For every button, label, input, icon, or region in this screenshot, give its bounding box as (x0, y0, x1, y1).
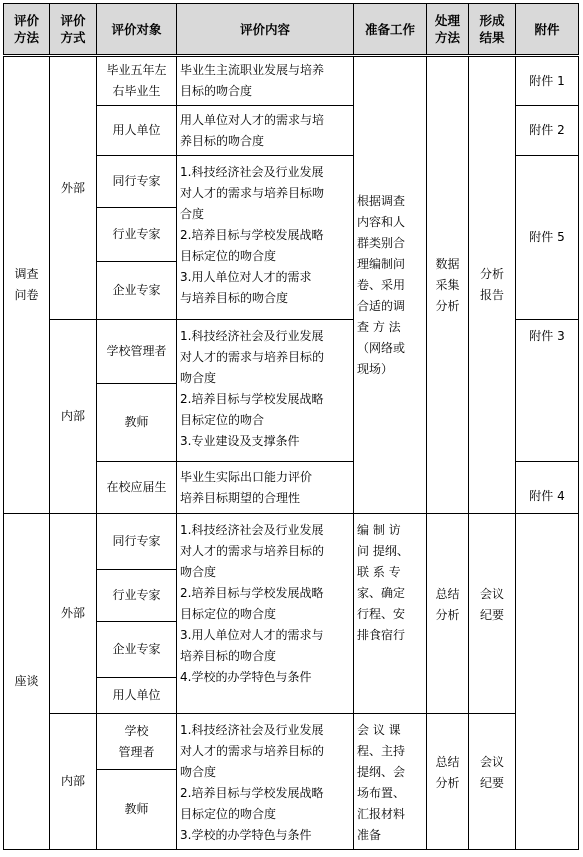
header-result-line-2: 结果 (479, 30, 505, 45)
survey-object-student: 在校应届生 (97, 462, 177, 514)
meeting-object-admin-line-2: 管理者 (118, 744, 155, 759)
header-result-line-1: 形成 (479, 13, 505, 28)
survey-content-experts-line-2: 对人才的需求与培养目标吻 (180, 186, 325, 200)
table-row (4, 56, 579, 106)
meeting-object-teacher: 教师 (97, 770, 177, 850)
survey-prep-line-5: 卷、采用 (357, 277, 406, 292)
survey-process-cell (427, 56, 469, 514)
survey-content-internal-line-1: 1.科技经济社会及行业发展 (180, 329, 324, 343)
survey-content-grad5-line-1: 毕业生主流职业发展与培养 (180, 63, 325, 77)
survey-content-experts-line-7: 与培养目标的吻合度 (180, 291, 289, 305)
survey-internal-cell: 内部 (50, 320, 97, 514)
meeting-prep-external-line-3: 联 系 专 (357, 565, 401, 579)
survey-content-internal-line-4: 2.培养目标与学校发展战略 (180, 392, 324, 406)
meeting-process-external-line-1: 总结 (435, 587, 460, 601)
header-method-line-1: 评价 (13, 13, 39, 28)
meeting-content-internal-line-2: 对人才的需求与培养目标的 (180, 744, 325, 758)
survey-content-employer-line-2: 养目标的吻合度 (180, 133, 265, 148)
survey-external-cell: 外部 (50, 56, 97, 320)
meeting-external-cell: 外部 (50, 514, 97, 714)
header-method (4, 4, 50, 56)
survey-content-experts-line-3: 合度 (180, 207, 205, 221)
survey-object-admin: 学校管理者 (97, 320, 177, 384)
survey-attachment-3: 附件 3 (516, 320, 579, 462)
meeting-content-external-line-1: 1.科技经济社会及行业发展 (180, 523, 324, 537)
meeting-prep-external-line-5: 行程、安 (357, 607, 406, 621)
meeting-process-external (427, 514, 469, 714)
survey-content-employer-line-1: 用人单位对人才的需求与培 (180, 112, 325, 127)
header-attachment: 附件 (516, 4, 579, 56)
survey-prep-line-4: 理编制问 (357, 256, 406, 271)
meeting-content-internal-line-3: 吻合度 (180, 765, 217, 779)
survey-result-line-2: 报告 (479, 288, 504, 302)
survey-object-peer: 同行专家 (97, 156, 177, 208)
survey-prep-line-2: 内容和人 (357, 214, 406, 229)
survey-object-industry: 行业专家 (97, 208, 177, 262)
meeting-result-external-line-1: 会议 (479, 587, 504, 601)
meeting-result-internal (469, 714, 516, 850)
meeting-prep-external (354, 514, 427, 714)
meeting-process-internal-line-2: 分析 (435, 776, 460, 790)
meeting-object-employer: 用人单位 (97, 678, 177, 714)
meeting-attachment-empty (516, 514, 579, 850)
survey-content-experts (177, 156, 354, 320)
header-process-line-2: 方法 (434, 30, 460, 45)
meeting-object-admin (97, 714, 177, 770)
survey-object-enterprise: 企业专家 (97, 262, 177, 320)
survey-object-grad5 (97, 56, 177, 106)
meeting-prep-internal-line-3: 提纲、会 (357, 765, 406, 779)
meeting-prep-internal-line-6: 准备 (357, 828, 382, 842)
survey-prep-cell (354, 56, 427, 514)
survey-content-grad5-line-2: 目标的吻合度 (180, 84, 253, 98)
survey-content-internal-line-2: 对人才的需求与培养目标的 (180, 350, 325, 364)
meeting-result-internal-line-1: 会议 (479, 755, 504, 769)
survey-object-grad5-line-1: 毕业五年左 (106, 63, 167, 77)
meeting-content-external-line-4: 2.培养目标与学校发展战略 (180, 586, 324, 600)
meeting-prep-internal-line-1: 会 议 课 (357, 723, 401, 737)
table-row (4, 514, 579, 570)
survey-object-teacher: 教师 (97, 384, 177, 462)
survey-content-experts-line-4: 2.培养目标与学校发展战略 (180, 228, 324, 242)
meeting-prep-external-line-2: 问 提纲、 (357, 544, 409, 558)
meeting-content-internal-line-5: 目标定位的吻合度 (180, 807, 277, 821)
survey-prep-line-3: 群类别合 (357, 235, 406, 250)
survey-content-internal-line-3: 吻合度 (180, 371, 217, 385)
survey-content-internal (177, 320, 354, 462)
meeting-prep-internal-line-4: 场布置、 (357, 786, 406, 800)
meeting-content-external-line-3: 吻合度 (180, 565, 217, 579)
header-row (4, 4, 579, 56)
header-content: 评价内容 (177, 4, 354, 56)
survey-result-cell (469, 56, 516, 514)
meeting-content-external (177, 514, 354, 714)
survey-method-line-2: 问卷 (14, 288, 39, 302)
meeting-result-external (469, 514, 516, 714)
header-prep: 准备工作 (354, 4, 427, 56)
meeting-content-external-line-2: 对人才的需求与培养目标的 (180, 544, 325, 558)
meeting-object-admin-line-1: 学校 (124, 723, 149, 738)
survey-content-experts-line-1: 1.科技经济社会及行业发展 (180, 165, 324, 179)
header-mode-line-1: 评价 (60, 13, 86, 28)
survey-prep-line-7: 查 方 法 (357, 319, 401, 334)
header-mode (50, 4, 97, 56)
meeting-content-internal-line-4: 2.培养目标与学校发展战略 (180, 786, 324, 800)
meeting-process-internal-line-1: 总结 (435, 755, 460, 769)
meeting-method-cell: 座谈 (4, 514, 50, 850)
meeting-content-external-line-7: 培养目标的吻合度 (180, 649, 277, 663)
survey-object-employer: 用人单位 (97, 106, 177, 156)
survey-content-experts-line-6: 3.用人单位对人才的需求 (180, 270, 312, 284)
meeting-content-external-line-6: 3.用人单位对人才的需求与 (180, 628, 324, 642)
meeting-prep-internal-line-2: 程、主持 (357, 744, 406, 758)
survey-attachment-4: 附件 4 (516, 462, 579, 514)
meeting-process-internal (427, 714, 469, 850)
evaluation-table (3, 3, 579, 850)
meeting-prep-external-line-6: 排食宿行 (357, 628, 406, 642)
meeting-prep-internal (354, 714, 427, 850)
meeting-internal-cell: 内部 (50, 714, 97, 850)
survey-content-experts-line-5: 目标定位的吻合度 (180, 249, 277, 263)
header-process (427, 4, 469, 56)
survey-object-grad5-line-2: 右毕业生 (112, 84, 161, 98)
survey-content-student-line-2: 培养目标期望的合理性 (180, 490, 301, 505)
survey-prep-line-1: 根据调查 (357, 193, 406, 208)
survey-content-student (177, 462, 354, 514)
survey-process-line-3: 分析 (435, 298, 460, 313)
survey-process-line-2: 采集 (435, 277, 460, 292)
meeting-prep-external-line-4: 家、确定 (357, 586, 406, 600)
survey-content-internal-line-5: 目标定位的吻合 (180, 413, 265, 427)
meeting-content-external-line-8: 4.学校的办学特色与条件 (180, 670, 312, 684)
survey-process-line-1: 数据 (435, 256, 460, 271)
meeting-prep-internal-line-5: 汇报材料 (357, 807, 406, 821)
survey-attachment-1: 附件 1 (516, 56, 579, 106)
table-row (4, 714, 579, 770)
meeting-result-internal-line-2: 纪要 (479, 776, 504, 790)
meeting-object-peer: 同行专家 (97, 514, 177, 570)
survey-method-line-1: 调查 (14, 267, 39, 281)
header-object: 评价对象 (97, 4, 177, 56)
header-result (469, 4, 516, 56)
meeting-object-industry: 行业专家 (97, 570, 177, 622)
meeting-process-external-line-2: 分析 (435, 608, 460, 622)
survey-result-line-1: 分析 (479, 267, 504, 281)
survey-attachment-2: 附件 2 (516, 106, 579, 156)
survey-content-employer (177, 106, 354, 156)
header-mode-line-2: 方式 (60, 30, 86, 45)
survey-content-student-line-1: 毕业生实际出口能力评价 (180, 469, 313, 484)
meeting-content-external-line-5: 目标定位的吻合度 (180, 607, 277, 621)
header-method-line-2: 方法 (13, 30, 39, 45)
survey-method-cell (4, 56, 50, 514)
meeting-object-enterprise: 企业专家 (97, 622, 177, 678)
survey-content-internal-line-6: 3.专业建设及支撑条件 (180, 434, 300, 448)
meeting-prep-external-line-1: 编 制 访 (357, 523, 401, 537)
meeting-content-internal-line-6: 3.学校的办学特色与条件 (180, 828, 312, 842)
meeting-result-external-line-2: 纪要 (479, 608, 504, 622)
header-process-line-1: 处理 (434, 13, 460, 28)
survey-content-grad5 (177, 56, 354, 106)
survey-prep-line-8: （网络或 (357, 340, 406, 355)
survey-prep-line-9: 现场） (357, 361, 394, 376)
meeting-content-internal-line-1: 1.科技经济社会及行业发展 (180, 723, 324, 737)
survey-prep-line-6: 合适的调 (357, 298, 406, 313)
meeting-content-internal (177, 714, 354, 850)
survey-attachment-5: 附件 5 (516, 156, 579, 320)
